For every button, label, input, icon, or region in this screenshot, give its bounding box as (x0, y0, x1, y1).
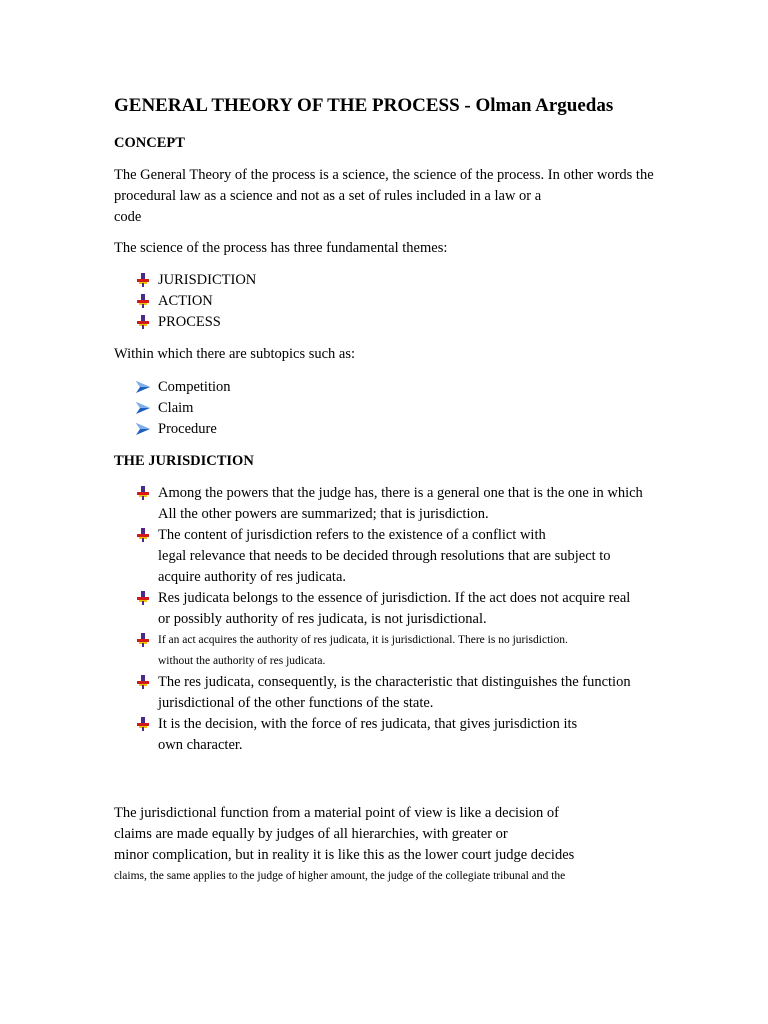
list-item-text: or possibly authority of res judicata, is not jurisdictional. (158, 611, 487, 627)
themes-intro: The science of the process has three fundamental themes: (114, 240, 448, 256)
list-item (136, 291, 256, 312)
list-item-text: The res judicata, consequently, is the characteristic that distinguishes the function (158, 674, 631, 690)
list-item-text: It is the decision, with the force of res judicata, that gives jurisdiction its (158, 716, 578, 732)
list-item (136, 714, 643, 756)
pushpin-bullet-icon (136, 633, 150, 647)
document-title: GENERAL THEORY OF THE PROCESS - Olman Arguedas (114, 95, 614, 116)
concept-paragraph (114, 165, 654, 228)
list-item-text: Among the powers that the judge has, there is a general one that is the one in which (158, 485, 643, 501)
list-item-text: ACTION (158, 293, 213, 309)
pushpin-bullet-icon (136, 273, 150, 287)
arrowhead-bullet-icon (136, 380, 150, 394)
arrowhead-bullet-icon (136, 422, 150, 436)
list-item-text: PROCESS (158, 314, 221, 330)
text-line: claims, the same applies to the judge of higher amount, the judge of the collegiate tribunal and the (114, 870, 566, 882)
pushpin-bullet-icon (136, 591, 150, 605)
text-line: minor complication, but in reality it is like this as the lower court judge decides (114, 847, 575, 863)
list-item (136, 312, 256, 333)
text-line: The General Theory of the process is a science, the science of the process. In other words the (114, 167, 654, 183)
pushpin-bullet-icon (136, 486, 150, 500)
closing-paragraph (114, 803, 574, 887)
text-line: code (114, 209, 142, 225)
themes-list (136, 270, 256, 333)
list-item-text: All the other powers are summarized; that is jurisdiction. (158, 506, 489, 522)
list-item (136, 398, 231, 419)
list-item (136, 525, 643, 588)
list-item (136, 483, 643, 525)
text-line: The jurisdictional function from a material point of view is like a decision of (114, 805, 559, 821)
pushpin-bullet-icon (136, 675, 150, 689)
pushpin-bullet-icon (136, 315, 150, 329)
arrowhead-bullet-icon (136, 401, 150, 415)
list-item-text: acquire authority of res judicata. (158, 569, 347, 585)
subtopics-list (136, 377, 231, 440)
list-item-text: jurisdictional of the other functions of the state. (158, 695, 434, 711)
text-line: procedural law as a science and not as a set of rules included in a law or a (114, 188, 542, 204)
text-line: claims are made equally by judges of all hierarchies, with greater or (114, 826, 508, 842)
list-item-text: The content of jurisdiction refers to the existence of a conflict with (158, 527, 546, 543)
list-item-text: legal relevance that needs to be decided through resolutions that are subject to (158, 548, 611, 564)
list-item-text: Res judicata belongs to the essence of jurisdiction. If the act does not acquire real (158, 590, 631, 606)
list-item-text: Claim (158, 400, 194, 416)
list-item-text: If an act acquires the authority of res judicata, it is jurisdictional. There is no jurisdiction. (158, 634, 568, 646)
list-item-text: own character. (158, 737, 243, 753)
pushpin-bullet-icon (136, 528, 150, 542)
jurisdiction-heading: THE JURISDICTION (114, 453, 254, 469)
list-item (136, 270, 256, 291)
list-item (136, 419, 231, 440)
list-item-text: JURISDICTION (158, 272, 257, 288)
list-item (136, 588, 643, 630)
list-item (136, 672, 643, 714)
list-item-text: Procedure (158, 421, 217, 437)
subtopics-intro: Within which there are subtopics such as: (114, 346, 356, 362)
list-item (136, 377, 231, 398)
pushpin-bullet-icon (136, 294, 150, 308)
list-item-text: without the authority of res judicata. (158, 655, 326, 667)
jurisdiction-list (136, 483, 643, 756)
concept-heading: CONCEPT (114, 135, 185, 151)
list-item-text: Competition (158, 379, 231, 395)
pushpin-bullet-icon (136, 717, 150, 731)
list-item (136, 630, 643, 672)
